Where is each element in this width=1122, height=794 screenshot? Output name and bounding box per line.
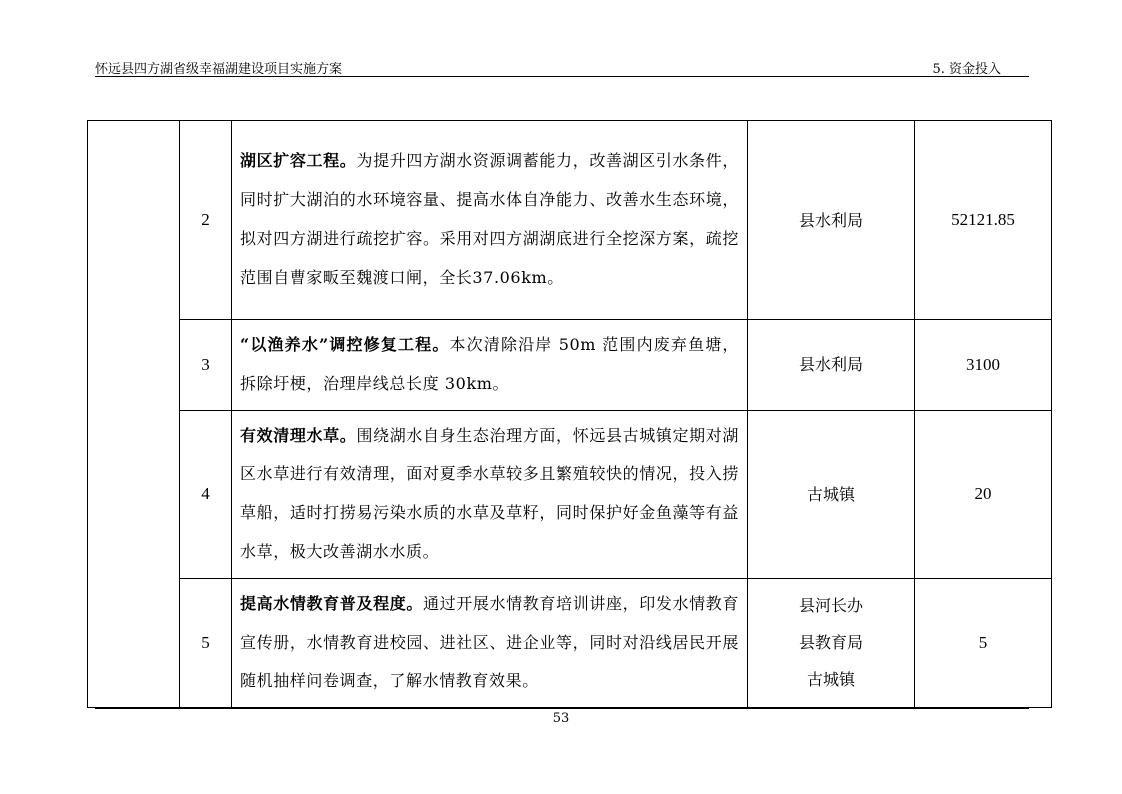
item-description <box>232 121 748 320</box>
unit-name: 古城镇 <box>806 670 855 690</box>
page-number: 53 <box>552 711 570 726</box>
table-row <box>88 320 1052 411</box>
item-title: 有效清理水草。 <box>240 425 357 445</box>
table-row <box>88 121 1052 320</box>
responsible-unit <box>748 320 915 411</box>
item-number: 3 <box>180 320 232 411</box>
project-table <box>87 120 1052 708</box>
responsible-unit <box>748 578 915 707</box>
item-body: 围绕湖水自身生态治理方面，怀远县古城镇定期对湖区水草进行有效清理，面对夏季水草较多且繁殖较快的情况，投入捞草船，适时打捞易污染水质的水草及草籽，同时保护好金鱼藻等有益水草，极大改善湖水水质。 <box>240 425 740 561</box>
item-number: 2 <box>180 121 232 320</box>
item-number: 4 <box>180 410 232 578</box>
unit-name: 县河长办 <box>798 596 863 616</box>
unit-name: 县教育局 <box>798 633 863 653</box>
investment-amount: 20 <box>915 410 1052 578</box>
footer-rule <box>95 708 1029 709</box>
header-rule <box>95 76 1029 77</box>
category-cell <box>88 121 180 708</box>
item-title: 湖区扩容工程。 <box>240 151 357 171</box>
item-body: 为提升四方湖水资源调蓄能力，改善湖区引水条件，同时扩大湖泊的水环境容量、提高水体自净能力、改善水生态环境，拟对四方湖进行疏挖扩容。采用对四方湖湖底进行全挖深方案，疏挖范围自曹家畈至魏渡口闸，全长37.06km。 <box>240 151 740 287</box>
unit-name: 县水利局 <box>798 355 863 375</box>
item-body: 通过开展水情教育培训讲座，印发水情教育宣传册，水情教育进校园、进社区、进企业等，同时对沿线居民开展随机抽样问卷调查，了解水情教育效果。 <box>240 593 739 691</box>
investment-amount: 3100 <box>915 320 1052 411</box>
responsible-unit <box>748 121 915 320</box>
investment-amount: 5 <box>915 578 1052 707</box>
item-title: 提高水情教育普及程度。 <box>240 593 423 613</box>
item-number: 5 <box>180 578 232 707</box>
item-description <box>232 320 748 411</box>
table-row <box>88 578 1052 707</box>
unit-name: 县水利局 <box>798 210 863 230</box>
item-title: “以渔养水”调控修复工程。 <box>240 335 450 354</box>
item-description <box>232 578 748 707</box>
unit-name: 古城镇 <box>806 484 855 504</box>
item-body: 本次清除沿岸 50m 范围内废弃鱼塘，拆除圩梗，治理岸线总长度 30km。 <box>240 335 739 393</box>
responsible-unit <box>748 410 915 578</box>
table-row <box>88 410 1052 578</box>
section-label: 5. 资金投入 <box>932 62 1001 77</box>
investment-amount: 52121.85 <box>915 121 1052 320</box>
item-description <box>232 410 748 578</box>
document-title: 怀远县四方湖省级幸福湖建设项目实施方案 <box>95 62 343 77</box>
